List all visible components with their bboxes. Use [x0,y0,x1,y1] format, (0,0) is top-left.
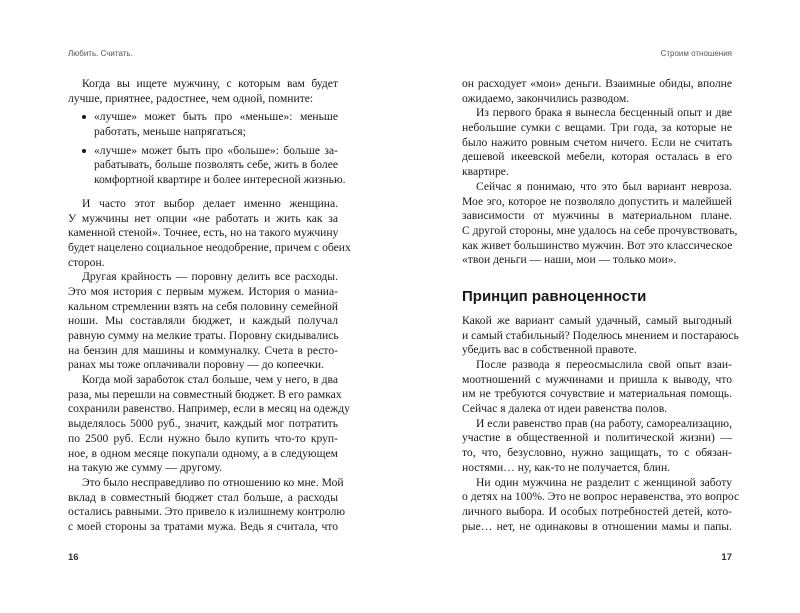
text-line: комфортной квартире и более интересной жизнью. [94,173,346,187]
text-line: Сейчас я понимаю, что это был вариант невроза. [476,179,732,193]
bullet-item [68,143,346,188]
text-line: он расходует «мои» деньги. Взаимные обиды, вполне [462,77,732,90]
paragraph [68,270,338,373]
paragraph [68,475,346,535]
paragraph [462,313,739,358]
paragraph [68,373,350,476]
text-line: И часто этот выбор делает именно женщина. [82,196,338,210]
text-line: ностями… ну, как-то не получается, блин. [462,460,671,474]
text-line: Мое эго, которое не позволяло допустить и малейшей [462,194,732,208]
text-line: Другая крайность — поровну делить все расходы. [82,270,338,284]
paragraph [462,358,732,417]
text-line: сохранили равенство. Например, если в месяц на одежду [68,402,350,416]
page-number-left: 16 [68,552,79,563]
text-line: раза, мы перешли на совместный бюджет. В его рамках [68,387,342,401]
text-line: «лучше» может быть про «больше»: больше за- [94,143,338,157]
text-line: на бензин для машины и коммуналку. Счета в ресто- [68,343,338,357]
text-line: После развода я переосмыслила свой опыт взаи- [476,358,732,371]
paragraph [462,417,732,476]
left-text-column [68,77,351,535]
text-line: рабатывать, больше позволять себе, жить в более [94,158,338,172]
text-line: как живет большинство мужчин. Вот это классическое [462,238,733,252]
text-line: вклад в совместный бюджет стал больше, а расходы [68,490,338,504]
text-line: Из первого брака я вынесла бесценный опыт и две [476,106,732,120]
text-line: ноши. Мы составляли бюджет, и каждый получал [68,314,338,328]
right-page [400,0,800,613]
text-line: У мужчины нет опции «не работать и жить как за [68,211,338,225]
text-line: Это моя история с первым мужем. История о маниа- [68,284,338,298]
text-line: остались равными. Это привело к излишнему контролю [68,505,346,519]
text-line: лучше, приятнее, радостнее, чем одной, помните: [68,91,314,105]
text-line: И если равенство прав (на работу, самореализацию, [476,416,732,430]
paragraph [68,77,338,106]
bullet-icon [82,115,86,119]
bullet-item [68,110,338,139]
running-head-right: Строим отношения [660,49,732,58]
text-line: ожидаемо, закончились разводом. [462,91,630,105]
text-line: каменной стеной». Точнее, есть, но на такого мужчину [68,226,339,240]
text-line: и самый стабильный? Поделюсь мнением и постараюсь [462,328,739,342]
text-line: сторон. [68,255,105,269]
paragraph [462,475,740,535]
text-line: о детях на 100%. Это не вопрос неравенства, это вопрос [462,490,740,504]
text-line: Когда мой заработок стал больше, чем у него, в два [82,373,338,387]
text-line: работать, меньше напрягаться; [94,125,246,139]
text-line: будет нацелено социальное неодобрение, причем с обеих [68,240,351,254]
paragraph [68,196,351,270]
text-line: квартире. [462,165,509,179]
text-line: С другой стороны, мне удалось на себе прочувствовать, [462,223,738,237]
text-line: небольшие сумки с вещами. Три года, за которые не [462,121,732,135]
text-line: кальном стремлении взять на себя половину семейной [68,299,338,313]
text-line: с моей стороны за тратами мужа. Ведь я считала, что [68,519,338,533]
section-heading: Принцип равноценности [462,287,647,305]
text-line: равную сумму на мелкие траты. Поровну скидывались [68,329,339,342]
text-line: «лучше» может быть про «меньше»: меньше [94,110,338,124]
text-line: дешевой икеевской мебели, которая осталась в его [462,150,732,164]
text-line: моотношений с мужчинами и пришла к выводу, что [462,372,732,386]
text-line: убедить вас в собственной правоте. [462,343,637,357]
text-line: зависимости от мужчины в материальном плане. [462,209,732,223]
text-line: участие в общественной и политической жизни) — [462,431,732,445]
text-line: было нажито ровным счетом ничего. Если не считать [462,135,732,149]
text-line: на такую же сумму — другому. [68,461,223,475]
bullet-icon [82,149,86,153]
text-line: рые… нет, не одинаковы в отношении мамы и папы. [462,519,732,533]
paragraph [462,106,732,179]
text-line: Когда вы ищете мужчину, с которым вам будет [82,77,338,90]
text-line: выделялось 5000 руб., значит, каждый мог потратить [68,417,338,431]
right-text-column [462,77,740,534]
text-line: Ни один мужчина не разделит с женщиной заботу [476,475,732,489]
text-line: личного выбора. И особых потребностей детей, кото- [462,504,732,518]
text-line: ное, в одном месяце покупали одному, а в следующем [68,446,338,460]
text-line: то, что, безусловно, нужно защищать, то с обязан- [462,446,732,460]
running-head-left: Любить. Считать. [68,49,133,58]
text-line: «твои деньги — наши, мои — только мои». [462,253,677,267]
paragraph [462,179,738,268]
text-line: ранах мы тоже оплачивали поровну — до копеечки. [68,358,324,372]
page-number-right: 17 [721,552,732,563]
text-line: Какой же вариант самый удачный, самый выгодный [462,313,732,327]
text-line: Сейчас я далека от идеи равенства полов. [462,402,668,416]
paragraph [462,77,732,106]
text-line: Это было несправедливо по отношению ко мне. Мой [82,475,344,489]
text-line: им не требуются сочувствие и материальная помощь. [462,387,732,401]
text-line: по 2500 руб. Если нужно было купить что-то круп- [68,431,338,445]
